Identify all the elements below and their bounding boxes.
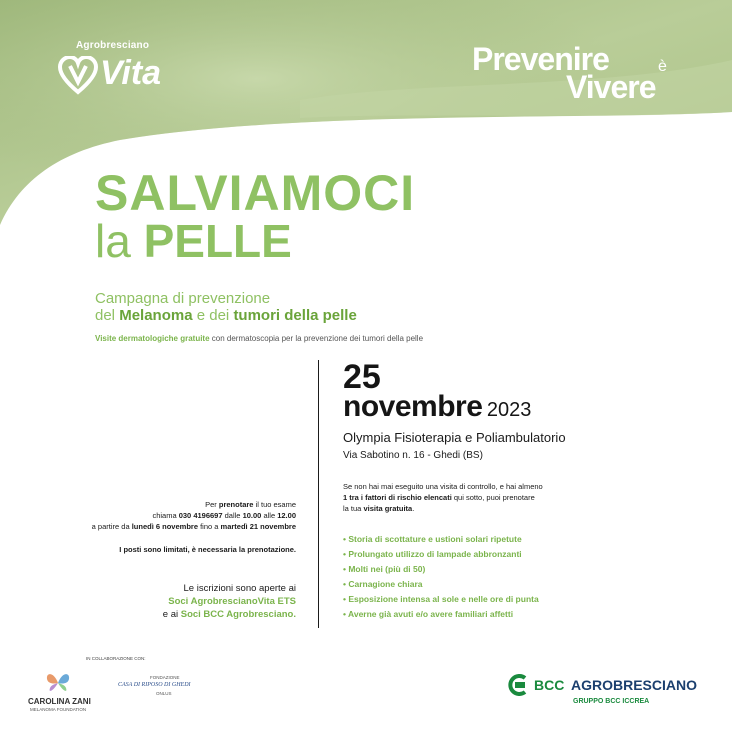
iscr-line2 bbox=[20, 595, 296, 608]
e-label: è bbox=[658, 58, 667, 75]
info-visita: visita gratuita bbox=[363, 504, 413, 513]
booking-block bbox=[20, 499, 296, 555]
list-item: • Esposizione intensa al sole e nelle ore di punta bbox=[343, 594, 539, 604]
list-item: • Molti nei (più di 50) bbox=[343, 564, 426, 574]
bcc-logo-icon bbox=[506, 674, 530, 696]
info-line2 bbox=[343, 492, 643, 503]
booking-end: martedì 21 novembre bbox=[220, 522, 296, 531]
info-bold: 1 tra i fattori di rischio elencati bbox=[343, 493, 452, 502]
booking-esame: il tuo esame bbox=[255, 500, 296, 509]
vertical-divider bbox=[318, 360, 319, 628]
agrobresciano-label: AGROBRESCIANO bbox=[571, 677, 698, 693]
booking-to: 12.00 bbox=[277, 511, 296, 520]
info-block bbox=[343, 481, 643, 514]
visite-line bbox=[95, 334, 423, 343]
list-item: • Averne già avuti e/o avere familiari affetti bbox=[343, 609, 514, 619]
booking-line3 bbox=[20, 521, 296, 532]
iscr-soci-vita: Soci AgrobrescianoVita ETS bbox=[168, 596, 296, 607]
fondazione-label: FONDAZIONE bbox=[150, 675, 180, 680]
prevenire-label: Prevenire bbox=[472, 41, 609, 77]
risk-factors-list bbox=[343, 532, 539, 622]
event-address: Via Sabotino n. 16 - Ghedi (BS) bbox=[343, 450, 483, 461]
title-line1: SALVIAMOCI bbox=[95, 165, 416, 221]
vivere-label: Vivere bbox=[566, 69, 656, 105]
info-line3 bbox=[343, 503, 643, 514]
info-dot: . bbox=[412, 504, 415, 513]
gruppo-label: GRUPPO BCC ICCREA bbox=[573, 698, 650, 705]
info-line1: Se non hai mai eseguito una visita di controllo, e hai almeno bbox=[343, 482, 543, 491]
iscr-line1: Le iscrizioni sono aperte ai bbox=[183, 583, 296, 594]
booking-fino: fino a bbox=[200, 522, 219, 531]
campaign-line2 bbox=[95, 307, 357, 324]
event-year: 2023 bbox=[486, 399, 532, 421]
info-la-tua: la tua bbox=[343, 504, 362, 513]
carolina-label: CAROLINA ZANI bbox=[28, 697, 91, 706]
booking-start: lunedì 6 novembre bbox=[131, 522, 198, 531]
booking-prenotare: prenotare bbox=[218, 500, 254, 509]
onlus-label: ONLUS bbox=[156, 691, 172, 696]
campaign-line1: Campagna di prevenzione bbox=[95, 290, 271, 307]
booking-phone: 030 4196697 bbox=[178, 511, 223, 520]
booking-chiama: chiama bbox=[152, 511, 177, 520]
heart-v-icon bbox=[58, 56, 98, 96]
brand-vita-label: Vita bbox=[100, 54, 162, 92]
iscr-soci-bcc: Soci BCC Agrobresciano. bbox=[180, 609, 296, 620]
brand-small-label: Agrobresciano bbox=[76, 40, 150, 51]
booking-per: Per bbox=[205, 500, 217, 509]
booking-line4 bbox=[20, 544, 296, 555]
booking-alle: alle bbox=[263, 511, 276, 520]
event-day: 25 bbox=[343, 358, 381, 396]
booking-dalle: dalle bbox=[224, 511, 241, 520]
campaign-melanoma: Melanoma bbox=[119, 307, 193, 324]
event-place: Olympia Fisioterapia e Poliambulatorio bbox=[343, 430, 566, 445]
info-rest: qui sotto, puoi prenotare bbox=[453, 493, 535, 502]
list-item: • Carnagione chiara bbox=[343, 579, 423, 589]
event-date-line bbox=[343, 390, 531, 424]
iscr-line3 bbox=[20, 608, 296, 621]
booking-from: 10.00 bbox=[242, 511, 262, 520]
collab-label: IN COLLABORAZIONE CON: bbox=[86, 656, 146, 661]
iscrizioni-block bbox=[20, 582, 296, 621]
campaign-del: del bbox=[95, 307, 116, 324]
title-la: la bbox=[95, 215, 131, 267]
campaign-e-dei: e dei bbox=[196, 307, 230, 324]
butterfly-icon bbox=[44, 670, 72, 696]
list-item: • Prolungato utilizzo di lampade abbronzanti bbox=[343, 549, 522, 559]
campaign-block bbox=[95, 290, 357, 324]
event-month: novembre bbox=[343, 390, 483, 423]
booking-line1 bbox=[20, 499, 296, 510]
visite-bold: Visite dermatologiche gratuite bbox=[95, 334, 210, 343]
casa-label: CASA DI RIPOSO DI GHEDI bbox=[118, 682, 191, 688]
title-line2 bbox=[95, 214, 292, 268]
campaign-tumori: tumori della pelle bbox=[233, 307, 357, 324]
booking-partire: a partire da bbox=[91, 522, 130, 531]
title-pelle: PELLE bbox=[143, 215, 292, 267]
bcc-label: BCC bbox=[534, 677, 565, 693]
list-item: • Storia di scottature e ustioni solari ripetute bbox=[343, 534, 522, 544]
carolina-sub-label: MELANOMA FOUNDATION bbox=[30, 707, 87, 712]
booking-line2 bbox=[20, 510, 296, 521]
booking-limited: I posti sono limitati, è necessaria la prenotazione. bbox=[119, 545, 296, 554]
iscr-e-ai: e ai bbox=[162, 609, 179, 620]
visite-rest: con dermatoscopia per la prevenzione dei tumori della pelle bbox=[211, 334, 424, 343]
